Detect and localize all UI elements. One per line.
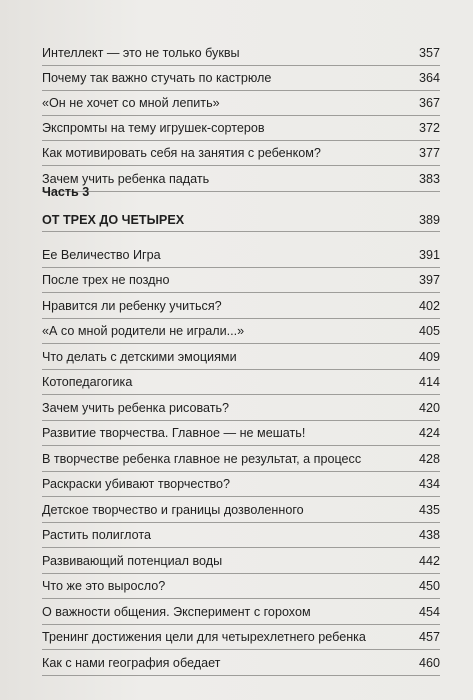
toc-entry-title: Что делать с детскими эмоциями [42,350,237,364]
toc-entry-title: О важности общения. Эксперимент с горохом [42,605,311,619]
toc-entry-title: Раскраски убивают творчество? [42,477,231,491]
toc-entry-page: 377 [418,146,440,160]
toc-entry [42,262,440,288]
toc-entry [42,543,440,569]
toc-entry-title: Нравится ли ребенку учиться? [42,299,222,313]
toc-entry-title: Ее Величество Игра [42,248,161,262]
toc-entry-title: Зачем учить ребенка падать [42,172,210,186]
part-title: ОТ ТРЕХ ДО ЧЕТЫРЕХ [42,213,185,227]
toc-entry-page: 414 [418,375,440,389]
toc-entry [42,415,440,441]
toc-entry-title: «Он не хочет со мной лепить» [42,96,220,110]
toc-entry-page: 405 [418,324,440,338]
toc-entry-page: 435 [418,503,440,517]
toc-entry-page: 357 [418,46,440,60]
toc-entry-page: 372 [418,121,440,135]
toc-entry [42,313,440,339]
toc-entry [42,60,440,86]
toc-entry-title: Почему так важно стучать по кастрюле [42,71,272,85]
toc-entry-page: 457 [418,630,440,644]
toc-entry-title: Тренинг достижения цели для четырехлетнего ребенка [42,630,366,644]
toc-entry-page: 364 [418,71,440,85]
toc-entry-title: Детское творчество и границы дозволенного [42,503,304,517]
toc-entry-title: Что же это выросло? [42,579,166,593]
toc-entry [42,466,440,492]
part-page: 389 [418,213,440,227]
toc-entry-title: Экспромты на тему игрушек-сортеров [42,121,265,135]
toc-entry-page: 409 [418,350,440,364]
toc-entry [42,135,440,161]
toc-entry-page: 402 [418,299,440,313]
toc-entry [42,364,440,390]
toc-entry-page: 424 [418,426,440,440]
toc-entry [42,390,440,416]
toc-entry-page: 391 [418,248,440,262]
toc-entry [42,288,440,314]
toc-entry [42,645,440,671]
part-heading [42,201,440,227]
toc-entry [42,441,440,467]
toc-entry-title: Зачем учить ребенка рисовать? [42,401,230,415]
toc-entry [42,161,440,187]
toc-entry-title: Развитие творчества. Главное — не мешать! [42,426,306,440]
toc-entry-page: 383 [418,172,440,186]
toc-entry-page: 460 [418,656,440,670]
toc-entry-page: 450 [418,579,440,593]
toc-entry [42,85,440,111]
toc-entry [42,110,440,136]
toc-entry [42,492,440,518]
toc-entry-title: Интеллект — это не только буквы [42,46,240,60]
toc-entry-title: После трех не поздно [42,273,170,287]
toc-entry-page: 434 [418,477,440,491]
toc-entry-page: 420 [418,401,440,415]
toc-entry-title: Как мотивировать себя на занятия с ребенком? [42,146,321,160]
toc-entry-title: Котопедагогика [42,375,133,389]
toc-entry [42,517,440,543]
toc-entry-page: 438 [418,528,440,542]
toc-entry [42,568,440,594]
toc-entry-page: 428 [418,452,440,466]
toc-entry-page: 442 [418,554,440,568]
toc-entry-page: 454 [418,605,440,619]
toc-entry-title: В творчестве ребенка главное не результат, а процесс [42,452,362,466]
toc-entry-page: 397 [418,273,440,287]
toc-entry-title: Развивающий потенциал воды [42,554,223,568]
toc-entry [42,619,440,645]
toc-entry-page: 367 [418,96,440,110]
toc-entry-title: Растить полиглота [42,528,152,542]
toc-entry [42,594,440,620]
toc-entry [42,339,440,365]
toc-entry-title: Как с нами география обедает [42,656,221,670]
part-label: Часть 3 [42,185,90,199]
toc-entry [42,35,440,61]
toc-entry-title: «А со мной родители не играли...» [42,324,245,338]
toc-entry [42,237,440,263]
